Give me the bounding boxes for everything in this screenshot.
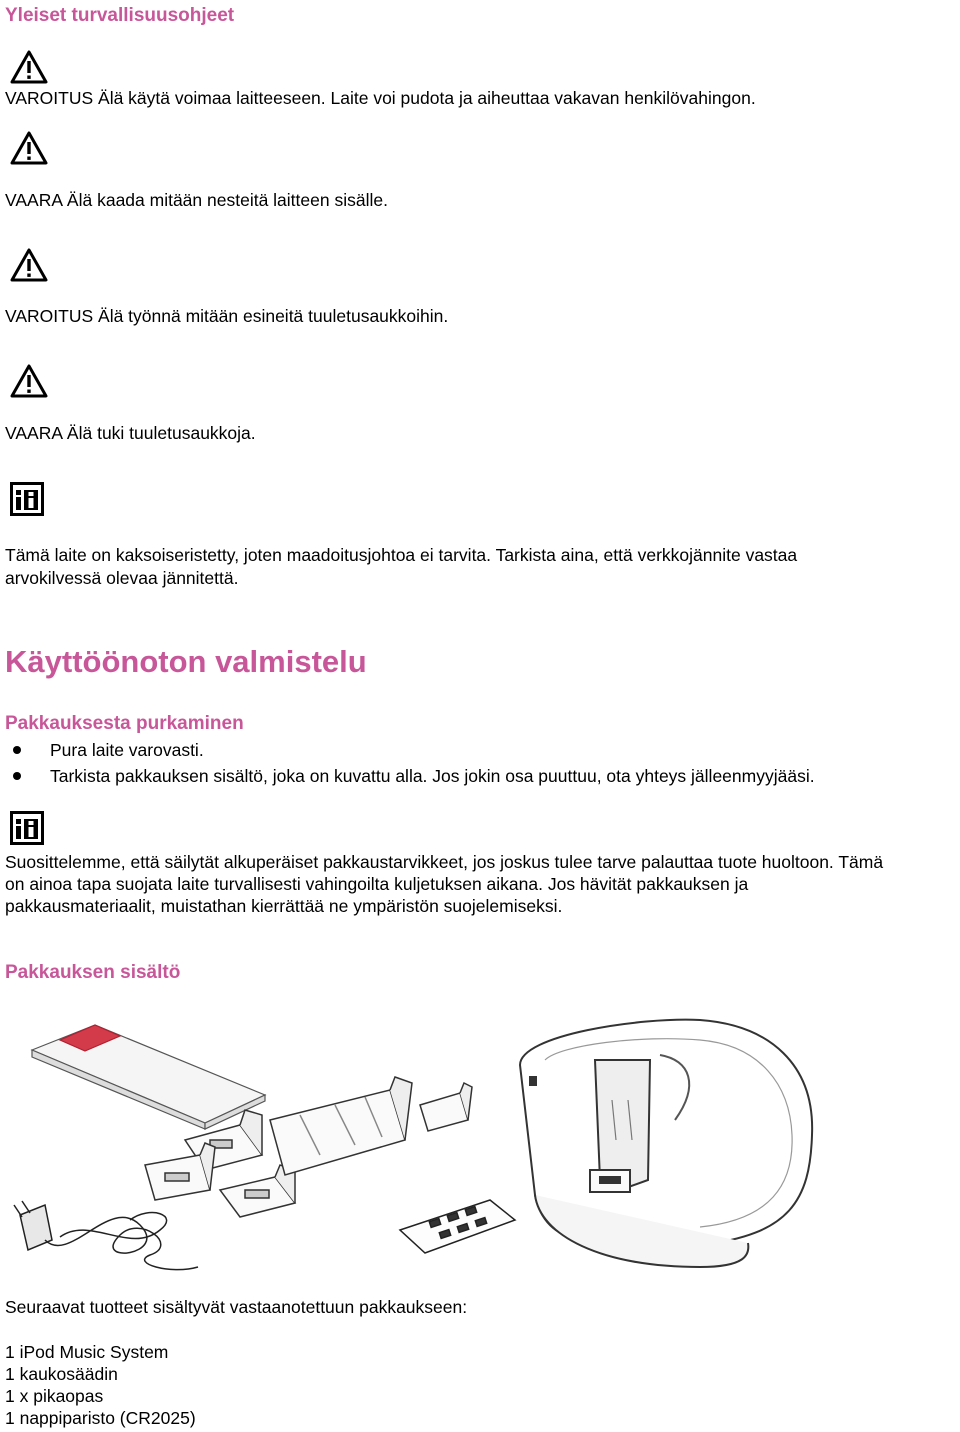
ipod-music-system (520, 1020, 812, 1267)
power-adapter-cable (14, 1201, 198, 1270)
quick-guide-booklet (32, 1025, 265, 1129)
bullet-dot (13, 746, 21, 754)
safety-title: Yleiset turvallisuusohjeet (5, 5, 235, 26)
warning-triangle-icon (10, 50, 48, 84)
warning-triangle-icon (10, 131, 48, 165)
info-icon (10, 482, 44, 516)
setup-title: Käyttöönoton valmistelu (5, 644, 367, 679)
warning-text: VAARA Älä kaada mitään nesteitä laitteen sisälle. (5, 190, 388, 210)
warning-text: VAROITUS Älä käytä voimaa laitteeseen. Laite voi pudota ja aiheuttaa vakavan henkilövahingon. (5, 88, 756, 108)
contents-title: Pakkauksen sisältö (5, 962, 181, 983)
remote-control (400, 1200, 515, 1253)
contents-intro: Seuraavat tuotteet sisältyvät vastaanotettuun pakkaukseen: (5, 1297, 468, 1317)
warning-triangle-icon (10, 248, 48, 282)
note-text-line: on ainoa tapa suojata laite turvallisesti vahingoilta kuljetuksen aikana. Jos hävität pakkauksen ja (5, 874, 749, 894)
info-text-line: Tämä laite on kaksoiseristetty, joten maadoitusjohtoa ei tarvita. Tarkista aina, että verkkojännite vastaa (5, 545, 798, 565)
bullet-dot (13, 772, 21, 780)
warning-text: VAROITUS Älä työnnä mitään esineitä tuuletusaukkoihin. (5, 306, 449, 326)
bullet-item: Tarkista pakkauksen sisältö, joka on kuvattu alla. Jos jokin osa puuttuu, ota yhteys jälleenmyyjääsi. (50, 766, 815, 786)
info-icon (10, 811, 44, 845)
bullet-item: Pura laite varovasti. (50, 740, 204, 760)
package-contents-illustration (0, 1005, 960, 1280)
contents-item: 1 iPod Music System (5, 1342, 169, 1362)
warning-triangle-icon (10, 364, 48, 398)
warning-text: VAARA Älä tuki tuuletusaukkoja. (5, 423, 256, 443)
unpacking-title: Pakkauksesta purkaminen (5, 713, 244, 734)
info-text-line: arvokilvessä olevaa jännitettä. (5, 568, 239, 588)
contents-item: 1 kaukosäädin (5, 1364, 118, 1384)
note-text-line: Suosittelemme, että säilytät alkuperäiset pakkaustarvikkeet, jos joskus tulee tarve palauttaa tuote huoltoon. Tämä (5, 852, 884, 872)
contents-item: 1 x pikaopas (5, 1386, 104, 1406)
contents-item: 1 nappiparisto (CR2025) (5, 1408, 196, 1428)
note-text-line: pakkausmateriaalit, muistathan kierrättää ne ympäristön suojelemiseksi. (5, 896, 563, 916)
